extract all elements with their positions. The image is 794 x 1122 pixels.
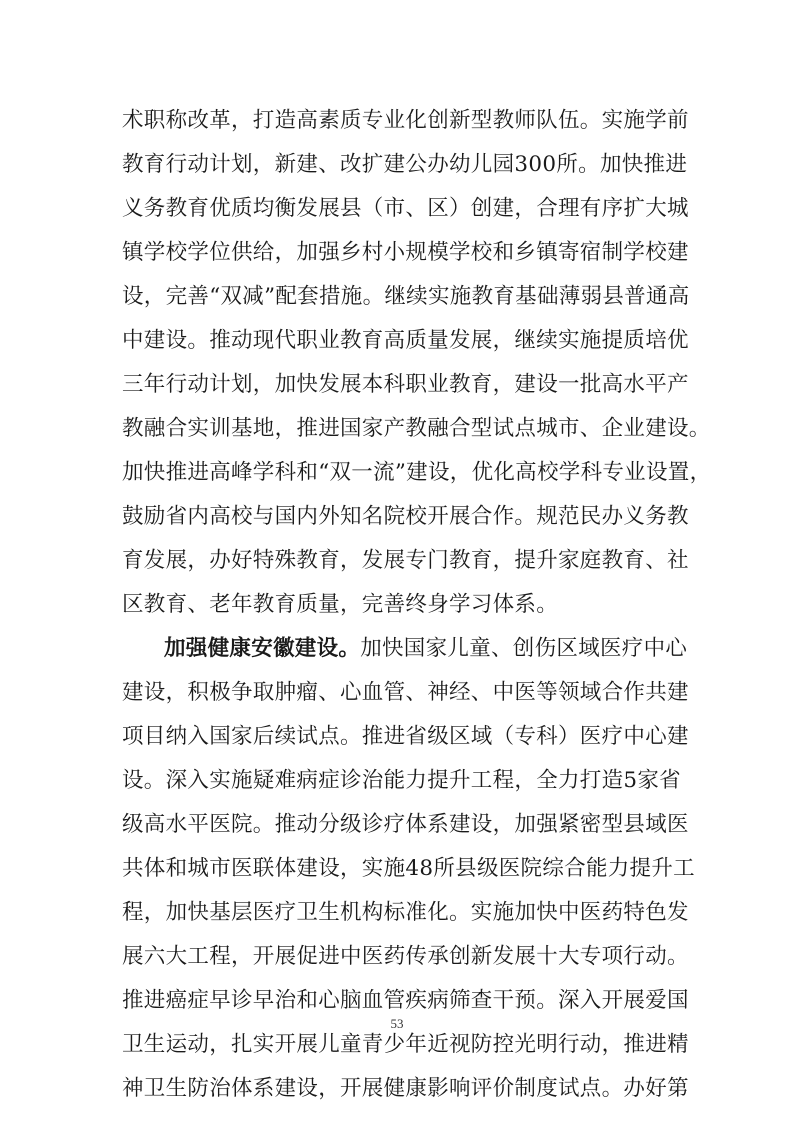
text-line: 鼓励省内高校与国内外知名院校开展合作。规范民办义务教 [122, 504, 689, 529]
text-line: 设。深入实施疑难病症诊治能力提升工程，全力打造5家省 [122, 768, 681, 793]
text-line: 中建设。推动现代职业教育高质量发展，继续实施提质培优 [122, 328, 689, 353]
text-span: 加快国家儿童、创伤区域医疗中心 [360, 636, 688, 661]
page-number: 53 [390, 1016, 404, 1031]
text-line: 加快推进高峰学科和“双一流”建设，优化高校学科专业设置， [122, 460, 712, 485]
section-heading: 加强健康安徽建设。 [164, 636, 361, 661]
text-line: 共体和城市医联体建设，实施48所县级医院综合能力提升工 [122, 856, 695, 881]
text-line: 育发展，办好特殊教育，发展专门教育，提升家庭教育、社 [122, 548, 689, 573]
text-line: 级高水平医院。推动分级诊疗体系建设，加强紧密型县域医 [122, 812, 689, 837]
text-line: 术职称改革，打造高素质专业化创新型教师队伍。实施学前 [122, 108, 689, 133]
text-line: 卫生运动，扎实开展儿童青少年近视防控光明行动，推进精 [122, 1032, 689, 1057]
text-line: 项目纳入国家后续试点。推进省级区域（专科）医疗中心建 [122, 724, 689, 749]
text-line: 镇学校学位供给，加强乡村小规模学校和乡镇寄宿制学校建 [122, 240, 689, 265]
paragraph-first-line [164, 629, 688, 669]
text-line: 推进癌症早诊早治和心脑血管疾病筛查干预。深入开展爱国 [122, 988, 689, 1013]
text-line: 建设，积极争取肿瘤、心血管、神经、中医等领域合作共建 [122, 680, 689, 705]
text-line: 义务教育优质均衡发展县（市、区）创建，合理有序扩大城 [122, 196, 689, 221]
text-line: 三年行动计划，加快发展本科职业教育，建设一批高水平产 [122, 372, 689, 397]
text-line: 教融合实训基地，推进国家产教融合型试点城市、企业建设。 [122, 416, 711, 441]
text-line: 教育行动计划，新建、改扩建公办幼儿园300所。加快推进 [122, 152, 688, 177]
text-line: 程，加快基层医疗卫生机构标准化。实施加快中医药特色发 [122, 900, 689, 925]
text-line: 设，完善“双减”配套措施。继续实施教育基础薄弱县普通高 [122, 284, 690, 309]
text-line: 展六大工程，开展促进中医药传承创新发展十大专项行动。 [122, 944, 689, 969]
text-line: 神卫生防治体系建设，开展健康影响评价制度试点。办好第 [122, 1076, 689, 1101]
text-line: 区教育、老年教育质量，完善终身学习体系。 [122, 592, 559, 617]
